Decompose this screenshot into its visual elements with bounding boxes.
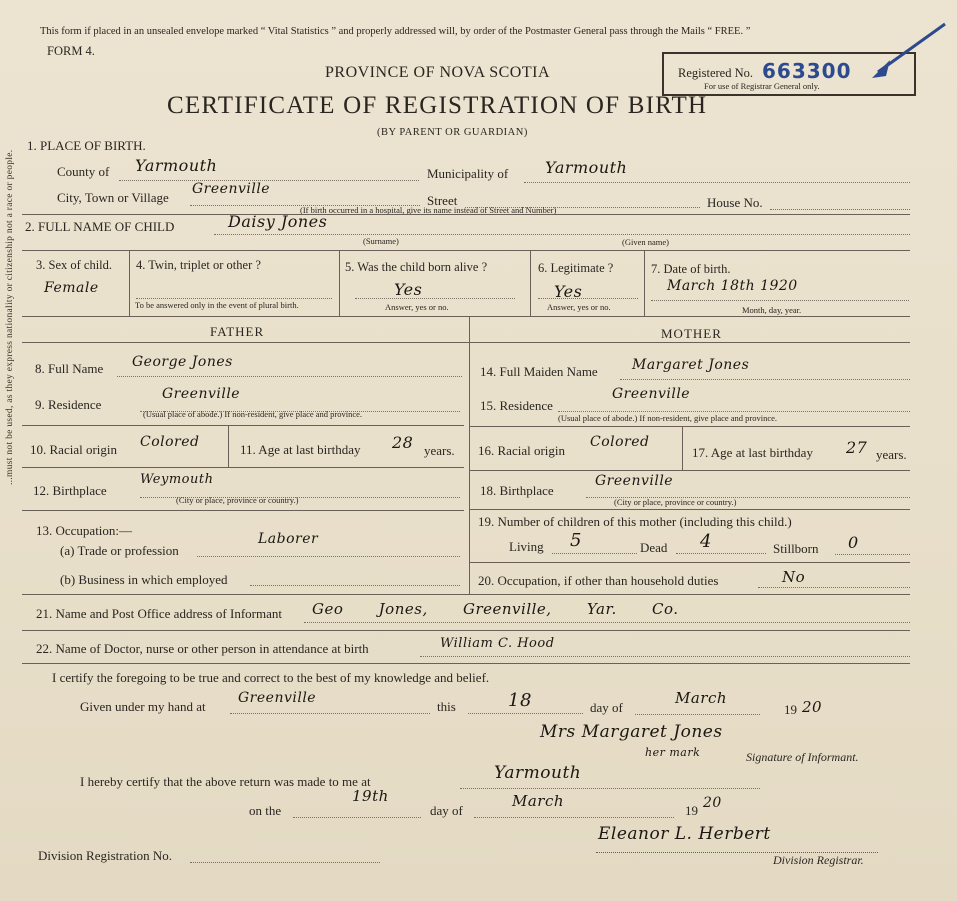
mother-age-label: 17. Age at last birthday <box>692 445 813 460</box>
mother-name-label: 14. Full Maiden Name <box>480 364 598 379</box>
father-trade-label: (a) Trade or profession <box>60 543 179 558</box>
father-birthplace-value: Weymouth <box>140 472 214 487</box>
father-residence-note: (Usual place of abode.) If non-resident, give place and province. <box>143 409 363 419</box>
living-label: Living <box>509 539 544 554</box>
certify-year-prefix: 19 <box>784 702 797 717</box>
mother-years-label: years. <box>876 447 907 462</box>
twin-note: To be answered only in the event of plural birth. <box>135 300 299 310</box>
informant-mark: her mark <box>645 746 701 759</box>
born-alive-note: Answer, yes or no. <box>385 302 449 312</box>
mother-residence-note: (Usual place of abode.) If non-resident, give place and province. <box>558 413 778 423</box>
street-label: Street <box>427 193 458 208</box>
given-under-label: Given under my hand at <box>80 699 206 714</box>
house-no-label: House No. <box>707 195 763 210</box>
registrar-on-label: on the <box>249 803 282 818</box>
registrar-year-prefix: 19 <box>685 803 698 818</box>
born-alive-value: Yes <box>394 280 423 299</box>
form-number: FORM 4. <box>47 44 95 58</box>
county-value: Yarmouth <box>135 156 218 175</box>
father-name-label: 8. Full Name <box>35 361 104 376</box>
twin-label: 4. Twin, triplet or other ? <box>136 258 261 272</box>
stillborn-value: 0 <box>848 533 859 552</box>
born-alive-label: 5. Was the child born alive ? <box>345 260 488 274</box>
father-name-value: George Jones <box>132 354 233 370</box>
dead-value: 4 <box>700 531 712 552</box>
city-label: City, Town or Village <box>57 190 169 205</box>
place-of-birth-label: 1. PLACE OF BIRTH. <box>27 138 146 153</box>
sex-label: 3. Sex of child. <box>36 258 113 272</box>
this-label: this <box>437 699 456 714</box>
registrar-year-value: 20 <box>703 795 722 811</box>
father-trade-value: Laborer <box>258 531 319 547</box>
dob-value: March 18th 1920 <box>667 278 798 294</box>
mother-racial-value: Colored <box>590 434 650 450</box>
sex-value: Female <box>44 280 99 296</box>
father-age-value: 28 <box>392 433 414 452</box>
given-name-caption: (Given name) <box>622 237 669 247</box>
mother-residence-label: 15. Residence <box>480 398 553 413</box>
municipality-label: Municipality of <box>427 166 509 181</box>
father-racial-label: 10. Racial origin <box>30 442 118 457</box>
doctor-value: William C. Hood <box>440 636 555 651</box>
mail-notice: This form if placed in an unsealed envelope marked “ Vital Statistics ” and properly addressed will, by order of the Postmaster General pass through the Mails “ FREE. ” <box>40 26 751 37</box>
registered-number: 663300 <box>762 59 852 83</box>
legitimate-note: Answer, yes or no. <box>547 302 611 312</box>
dead-label: Dead <box>640 540 668 555</box>
registrar-statement: I hereby certify that the above return was made to me at <box>80 774 371 789</box>
registrar-month-value: March <box>512 792 565 810</box>
registered-no-label: Registered No. <box>678 66 753 80</box>
side-margin-note: ...must not be used, as they express nationality or citizenship not a race or people. <box>5 149 15 485</box>
province-heading: PROVINCE OF NOVA SCOTIA <box>325 64 551 81</box>
dob-note: Month, day, year. <box>742 305 802 315</box>
mother-birthplace-value: Greenville <box>595 473 674 489</box>
father-racial-value: Colored <box>140 434 200 450</box>
mother-residence-value: Greenville <box>612 386 691 402</box>
registrar-general-note: For use of Registrar General only. <box>704 81 820 91</box>
street-note: (If birth occurred in a hospital, give its name instead of Street and Number) <box>300 205 557 215</box>
given-place-value: Greenville <box>238 690 317 706</box>
municipality-value: Yarmouth <box>545 158 628 177</box>
informant-signature-label: Signature of Informant. <box>746 750 859 764</box>
child-name-value: Daisy Jones <box>228 212 328 231</box>
surname-caption: (Surname) <box>363 236 399 246</box>
certify-statement: I certify the foregoing to be true and correct to the best of my knowledge and belief. <box>52 670 490 685</box>
father-business-label: (b) Business in which employed <box>60 572 228 587</box>
subtitle: (BY PARENT OR GUARDIAN) <box>377 127 528 138</box>
mother-birthplace-note: (City or place, province or country.) <box>614 497 737 507</box>
father-residence-value: Greenville <box>162 386 241 402</box>
dob-label: 7. Date of birth. <box>651 262 731 276</box>
city-value: Greenville <box>192 181 271 197</box>
doctor-label: 22. Name of Doctor, nurse or other person in attendance at birth <box>36 641 369 656</box>
father-years-label: years. <box>424 443 455 458</box>
certify-day-value: 18 <box>508 690 532 711</box>
father-heading: FATHER <box>210 324 265 339</box>
mother-occupation-value: No <box>782 568 806 586</box>
mother-heading: MOTHER <box>661 326 722 341</box>
father-birthplace-note: (City or place, province or country.) <box>176 495 299 505</box>
county-label: County of <box>57 164 110 179</box>
stillborn-label: Stillborn <box>773 541 819 556</box>
registrar-day-value: 19th <box>352 787 389 805</box>
mother-name-value: Margaret Jones <box>632 357 750 373</box>
mother-age-value: 27 <box>846 438 868 457</box>
certify-month-value: March <box>675 689 728 707</box>
registrar-place-value: Yarmouth <box>494 763 582 783</box>
division-registration-label: Division Registration No. <box>38 848 172 863</box>
informant-value: Geo Jones, Greenville, Yar. Co. <box>312 600 679 618</box>
certify-day-of-label: day of <box>590 700 623 715</box>
division-registrar-label: Division Registrar. <box>773 853 864 867</box>
legitimate-label: 6. Legitimate ? <box>538 261 614 275</box>
informant-label: 21. Name and Post Office address of Informant <box>36 606 282 621</box>
registrar-signature: Eleanor L. Herbert <box>598 824 771 844</box>
certify-year-value: 20 <box>802 698 823 716</box>
mother-occupation-label: 20. Occupation, if other than household duties <box>478 573 719 588</box>
father-age-label: 11. Age at last birthday <box>240 442 361 457</box>
legitimate-value: Yes <box>554 282 583 301</box>
registrar-day-of-label: day of <box>430 803 463 818</box>
mother-racial-label: 16. Racial origin <box>478 443 566 458</box>
page-title: CERTIFICATE OF REGISTRATION OF BIRTH <box>167 92 708 119</box>
informant-signature: Mrs Margaret Jones <box>540 722 723 742</box>
arrow-mark-icon <box>850 20 950 90</box>
father-residence-label: 9. Residence <box>35 397 102 412</box>
mother-birthplace-label: 18. Birthplace <box>480 483 554 498</box>
father-birthplace-label: 12. Birthplace <box>33 483 107 498</box>
living-value: 5 <box>570 530 582 551</box>
father-occupation-label: 13. Occupation:— <box>36 523 133 538</box>
child-name-label: 2. FULL NAME OF CHILD <box>25 219 175 234</box>
mother-children-label: 19. Number of children of this mother (including this child.) <box>478 514 792 529</box>
